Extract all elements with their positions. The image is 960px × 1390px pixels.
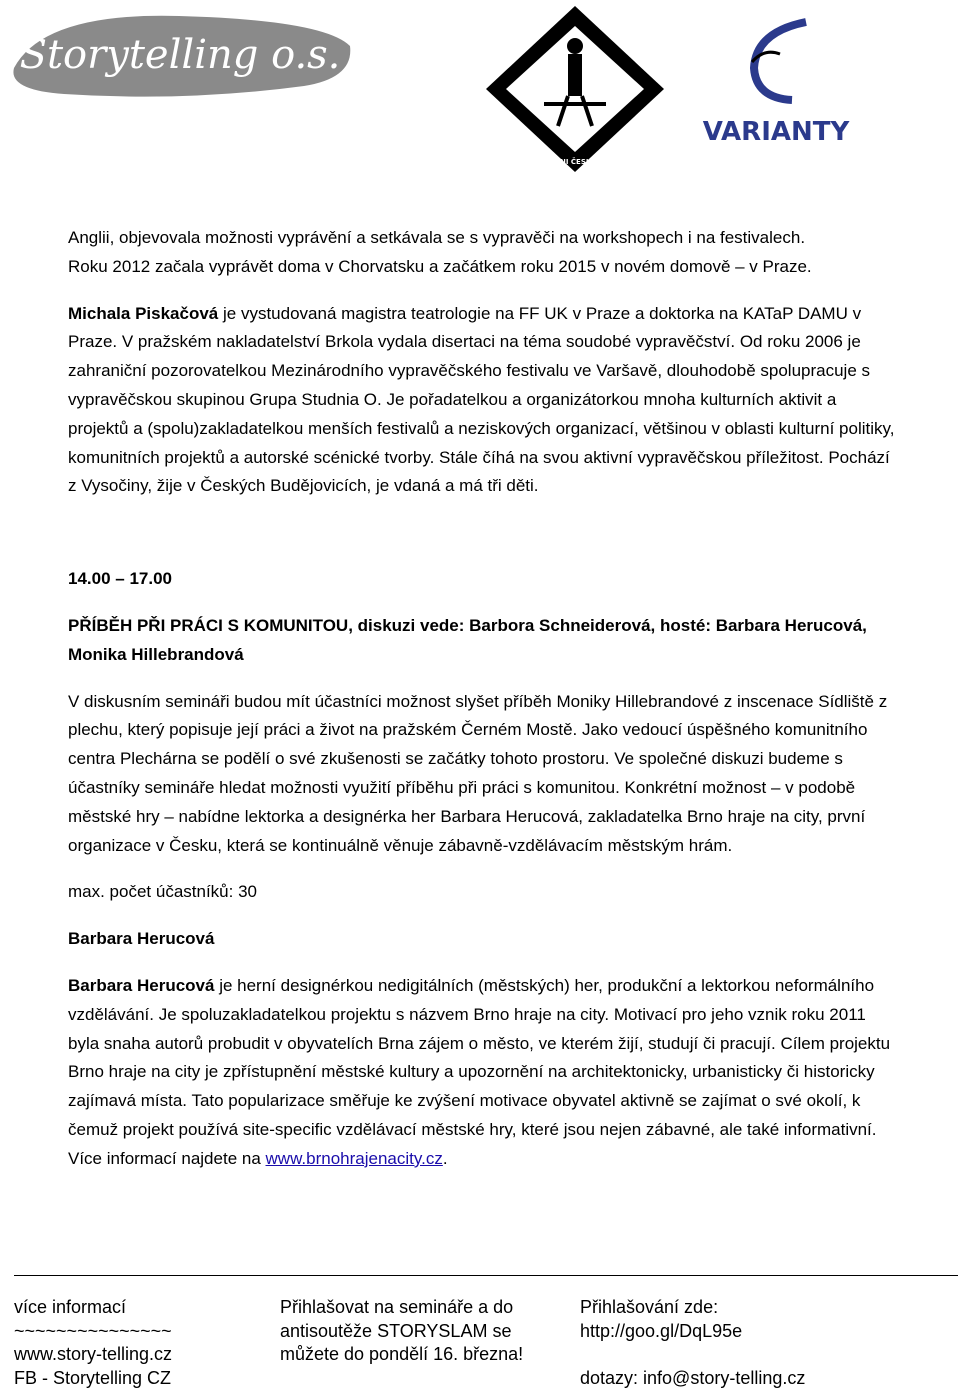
storytelling-logo-text: Storytelling o.s. (20, 32, 341, 78)
session-time: 14.00 – 17.00 (68, 565, 898, 594)
bio-barbara-end: . (443, 1149, 448, 1168)
bio-michala (68, 300, 898, 502)
footer-registration-link[interactable]: http://goo.gl/DqL95e (580, 1320, 880, 1344)
footer-info-label: více informací (14, 1296, 254, 1320)
brnohrajenacity-link[interactable]: www.brnohrajenacity.cz (266, 1149, 443, 1168)
footer-facebook-link[interactable]: FB - Storytelling CZ (14, 1367, 254, 1390)
footer-col-info (14, 1296, 254, 1390)
session-title: PŘÍBĚH PŘI PRÁCI S KOMUNITOU, diskuzi vede: Barbora Schneiderová, hosté: Barbara Herucová, Monika Hillebrandová (68, 612, 898, 670)
footer-note-line-1: Přihlašovat na semináře a do (280, 1296, 570, 1320)
footer-note-line-3: můžete do pondělí 16. března! (280, 1343, 570, 1367)
footer-col-registration-note (280, 1296, 570, 1367)
main-content (68, 224, 898, 1174)
intro-line-1: Anglii, objevovala možnosti vyprávění a setkávala se s vypravěči na workshopech i na festivalech. (68, 224, 898, 253)
bio-barbara (68, 972, 898, 1174)
bio-michala-text: je vystudovaná magistra teatrologie na FF UK v Praze a doktorka na KATaP DAMU v Praze. V pražském nakladatelství Brkola vydala disertaci na téma soudobé vypravěčství. Od roku 2006 je zahraniční pozorovatelkou Mezinárodního vypravěčského festivalu ve Varšavě, dlouhodobě spolupracuje s vypravěčskou skupinou Grupa Studnia O. Je pořadatelkou a organizátorkou mnoha kulturních aktivit a projektů a (spolu)zakladatelkou menších festivalů a neziskových organizací, většinou v oblasti kulturní politiky, komunitních projektů a autorské scénické tvorby. Stále číhá na svou aktivní vypravěčskou příležitost. Pochází z Vysočiny, žije v Českých Budějovicích, je vdaná a má tři děti. (68, 304, 894, 496)
bio-barbara-text: je herní designérkou nedigitálních (městských) her, produkční a lektorkou neformálního vzdělávání. Je spoluzakladatelkou projektu s názvem Brno hraje na city. Motivací pro jeho vznik roku 2011 byla snaha autorů probudit v obyvatelích Brna zájem o město, ve kterém žijí, studují či pracují. Cílem projektu Brno hraje na city je zpřístupnění městské kultury a upozornění na architektonicky, urbanisticky či historicky zajímavá místa. Tato popularizace směřuje ke zvýšení motivace obyvatel aktivně se zajímat o své okolí, k čemuž projekt používá site-specific vzdělávací městské hry, které jsou nejen zábavné, ale také informativní. Více informací najdete na (68, 976, 890, 1168)
intro-line-2: Roku 2012 začala vyprávět doma v Chorvatsku a začátkem roku 2015 v novém domově – v Praze. (68, 253, 898, 282)
storytelling-logo (4, 6, 356, 98)
clovek-logo-text: ČLOVĚK V TÍSNI ČESKÁ REPUBLIKA (507, 157, 644, 166)
footer-col-registration (580, 1296, 880, 1390)
session-description: V diskusním semináři budou mít účastníci možnost slyšet příběh Moniky Hillebrandové z inscenace Sídliště z plechu, který popisuje její práci a život na pražském Černém Mostě. Jako vedoucí úspěšného komunitního centra Plechárna se podělí o své zkušenosti se začátky tohoto prostoru. Ve společné diskuzi budeme s účastníky semináře hledat možnosti využití příběhu při práci s komunitou. Konkrétní možnost – v podobě městské hry – nabídne lektorka a designérka her Barbara Herucová, zakladatelka Brno hraje na city, první organizace v Česku, která se kontinuálně věnuje zábavně-vzdělávacím městským hrám. (68, 688, 898, 861)
footer-registration-label: Přihlašování zde: (580, 1296, 880, 1320)
clovek-v-tisni-logo (484, 4, 666, 174)
bio-barbara-name: Barbara Herucová (68, 976, 214, 995)
bio-barbara-heading: Barbara Herucová (68, 925, 898, 954)
footer-tilde-line: ~~~~~~~~~~~~~~~ (14, 1320, 254, 1344)
bio-michala-name: Michala Piskačová (68, 304, 218, 323)
session-capacity: max. počet účastníků: 30 (68, 878, 898, 907)
footer-contact-email[interactable]: dotazy: info@story-telling.cz (580, 1367, 880, 1390)
footer-note-line-2: antisoutěže STORYSLAM se (280, 1320, 570, 1344)
footer-spacer (580, 1343, 880, 1367)
footer-divider (14, 1275, 958, 1276)
varianty-logo-text: VARIANTY (703, 117, 851, 147)
varianty-logo (696, 18, 856, 150)
footer-website-link[interactable]: www.story-telling.cz (14, 1343, 254, 1367)
header-logos (0, 0, 960, 180)
